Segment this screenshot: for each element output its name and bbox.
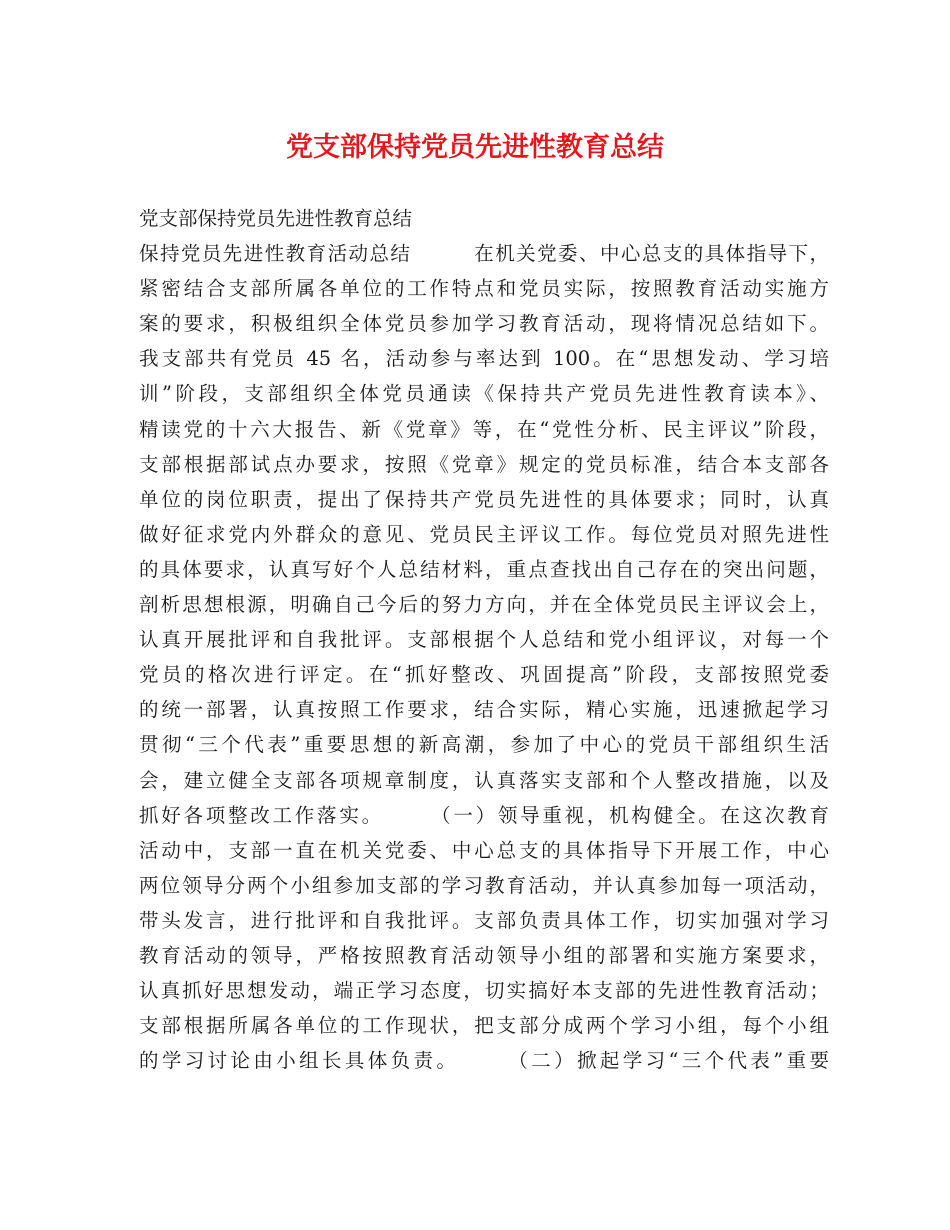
text-line: 党员的格次进行评定。在“抓好整改、巩固提高”阶段，支部按照党委 (139, 663, 829, 687)
text-line: 精读党的十六大报告、新《党章》等，在“党性分析、民主评议”阶段， (139, 417, 829, 441)
text-line: 党支部保持党员先进性教育总结 (139, 207, 413, 230)
text-line: 活动中，支部一直在机关党委、中心总支的具体指导下开展工作，中心 (139, 838, 829, 862)
text-line: 教育活动的领导，严格按照教育活动领导小组的部署和实施方案要求， (139, 943, 829, 967)
document-body (139, 201, 829, 1078)
text-line: 的具体要求，认真写好个人总结材料，重点查找出自己存在的突出问题， (139, 557, 829, 581)
text-line: 抓好各项整改工作落实。 （一）领导重视，机构健全。在这次教育 (139, 803, 829, 827)
text-line: 认真抓好思想发动，端正学习态度，切实搞好本支部的先进性教育活动； (139, 979, 829, 1003)
text-line: 会，建立健全支部各项规章制度，认真落实支部和个人整改措施，以及 (139, 768, 829, 792)
text-line: 训”阶段，支部组织全体党员通读《保持共产党员先进性教育读本》、 (139, 382, 829, 406)
text-line: 带头发言，进行批评和自我批评。支部负责具体工作，切实加强对学习 (139, 908, 829, 932)
text-line: 案的要求，积极组织全体党员参加学习教育活动，现将情况总结如下。 (139, 312, 829, 336)
text-line: 保持党员先进性教育活动总结 在机关党委、中心总支的具体指导下， (139, 242, 829, 266)
text-line: 支部根据部试点办要求，按照《党章》规定的党员标准，结合本支部各 (139, 452, 829, 476)
text-line: 的学习讨论由小组长具体负责。 （二）掀起学习“三个代表”重要 (139, 1049, 829, 1073)
text-line: 的统一部署，认真按照工作要求，结合实际，精心实施，迅速掀起学习 (139, 698, 829, 722)
text-line: 做好征求党内外群众的意见、党员民主评议工作。每位党员对照先进性 (139, 522, 829, 546)
text-line: 单位的岗位职责，提出了保持共产党员先进性的具体要求；同时，认真 (139, 487, 829, 511)
text-line: 剖析思想根源，明确自己今后的努力方向，并在全体党员民主评议会上， (139, 593, 829, 617)
text-line: 支部根据所属各单位的工作现状，把支部分成两个学习小组，每个小组 (139, 1014, 829, 1038)
text-line: 紧密结合支部所属各单位的工作特点和党员实际，按照教育活动实施方 (139, 277, 829, 301)
text-line: 认真开展批评和自我批评。支部根据个人总结和党小组评议，对每一个 (139, 628, 829, 652)
document-title: 党支部保持党员先进性教育总结 (286, 132, 664, 163)
text-line: 我支部共有党员 45 名，活动参与率达到 100。在“思想发动、学习培 (139, 347, 829, 371)
text-line: 两位领导分两个小组参加支部的学习教育活动，并认真参加每一项活动， (139, 873, 829, 897)
text-line: 贯彻“三个代表”重要思想的新高潮，参加了中心的党员干部组织生活 (139, 733, 829, 757)
